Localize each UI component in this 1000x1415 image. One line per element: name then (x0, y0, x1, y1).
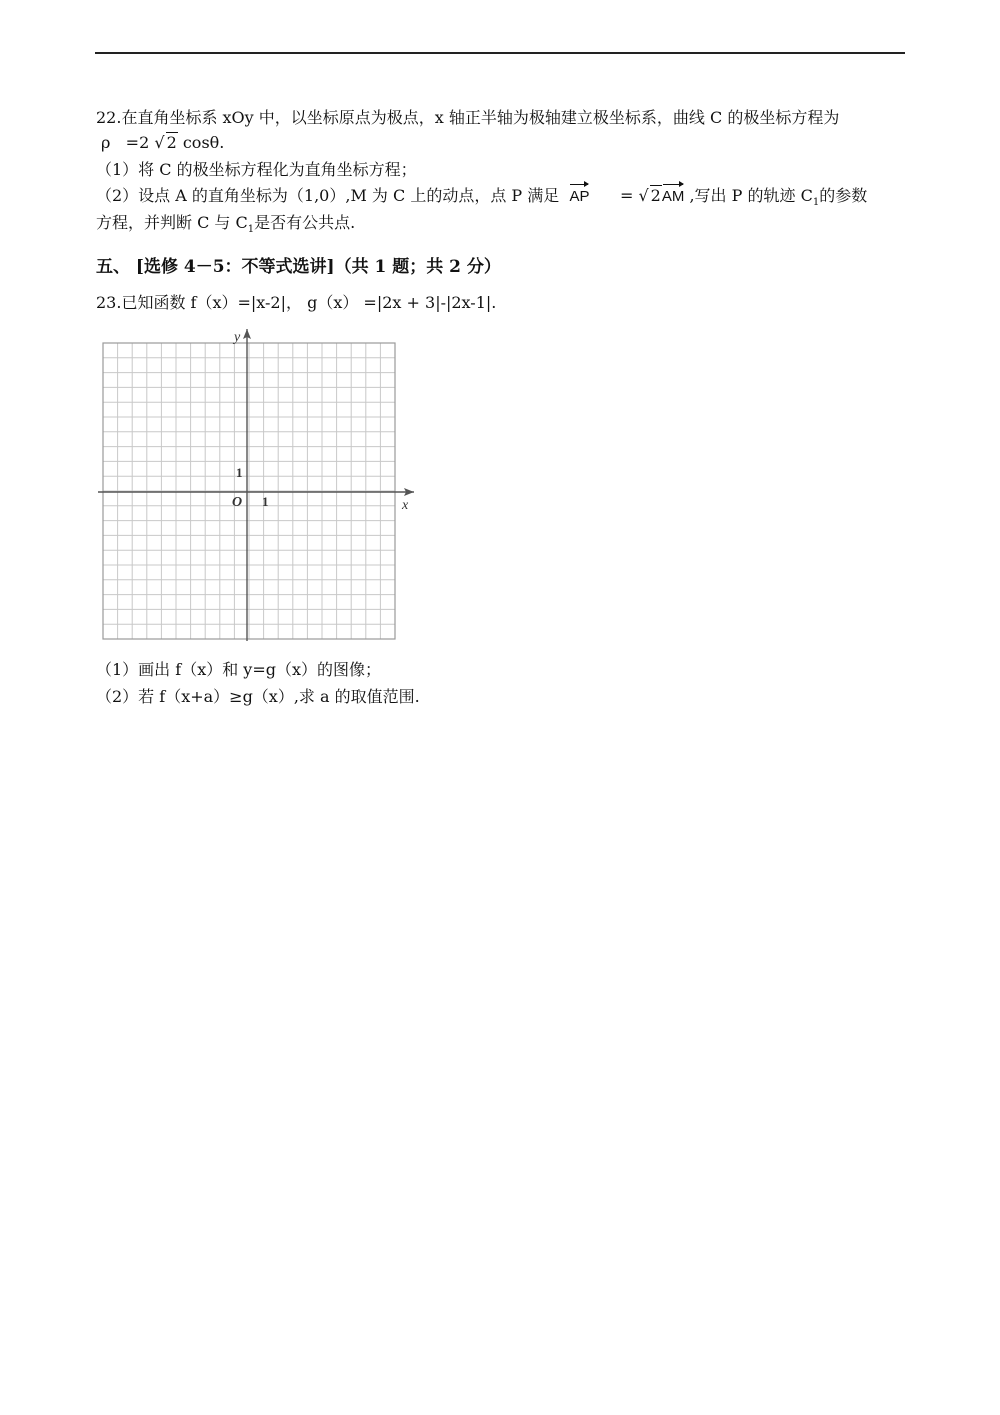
q22-part2-text-b: ,写出 P 的轨迹 C (689, 186, 813, 205)
coordinate-grid-figure (96, 325, 426, 645)
vector-am: AM (661, 188, 685, 205)
eq-tail: cosθ. (182, 133, 225, 152)
header-rule (95, 52, 905, 54)
subscript-1b: 1 (247, 224, 255, 236)
q22-part2-text-c: 的参数 (819, 186, 868, 205)
q22-part2-line1 (96, 186, 867, 213)
q23-part2: （2）若 f（x+a）≥g（x）,求 a 的取值范围. (96, 687, 420, 706)
sqrt-2b: √ 2 (638, 186, 661, 205)
q22-part2-text-a: （2）设点 A 的直角坐标为（1,0）,M 为 C 上的动点，点 P 满足 (96, 186, 560, 205)
vector-ap: AP (569, 188, 590, 205)
q23-stem: 23.已知函数 f（x）=|x-2|， g（x） =|2x + 3|-|2x-1|. (96, 293, 497, 312)
q22-part2-line2 (96, 213, 355, 240)
q22-part2-text-d: 方程，并判断 C 与 C (96, 213, 248, 232)
section-5-heading: 五、 [选修 4－5：不等式选讲]（共 1 题；共 2 分） (96, 257, 501, 277)
sqrt-2: √ 2 (154, 133, 177, 152)
q22-stem: 22.在直角坐标系 xOy 中，以坐标原点为极点，x 轴正半轴为极轴建立极坐标系，曲线 C 的极坐标方程为 (96, 108, 840, 127)
origin-label: O (232, 495, 243, 510)
y-unit-label: 1 (236, 465, 243, 480)
grid-lines (103, 343, 395, 639)
eq-prefix: =2 (125, 133, 150, 152)
y-axis-label: y (234, 330, 241, 345)
rho-symbol: ρ (101, 133, 111, 152)
x-axis-label: x (402, 498, 409, 513)
q22-part2-text-e: 是否有公共点. (254, 213, 356, 232)
q22-equation (101, 133, 224, 153)
q23-part1: （1）画出 f（x）和 y=g（x）的图像； (96, 660, 382, 679)
subscript-1: 1 (812, 197, 820, 209)
q22-part2-eq: = (619, 186, 634, 205)
q22-part1: （1）将 C 的极坐标方程化为直角坐标方程； (96, 160, 417, 179)
x-unit-label: 1 (262, 494, 269, 509)
